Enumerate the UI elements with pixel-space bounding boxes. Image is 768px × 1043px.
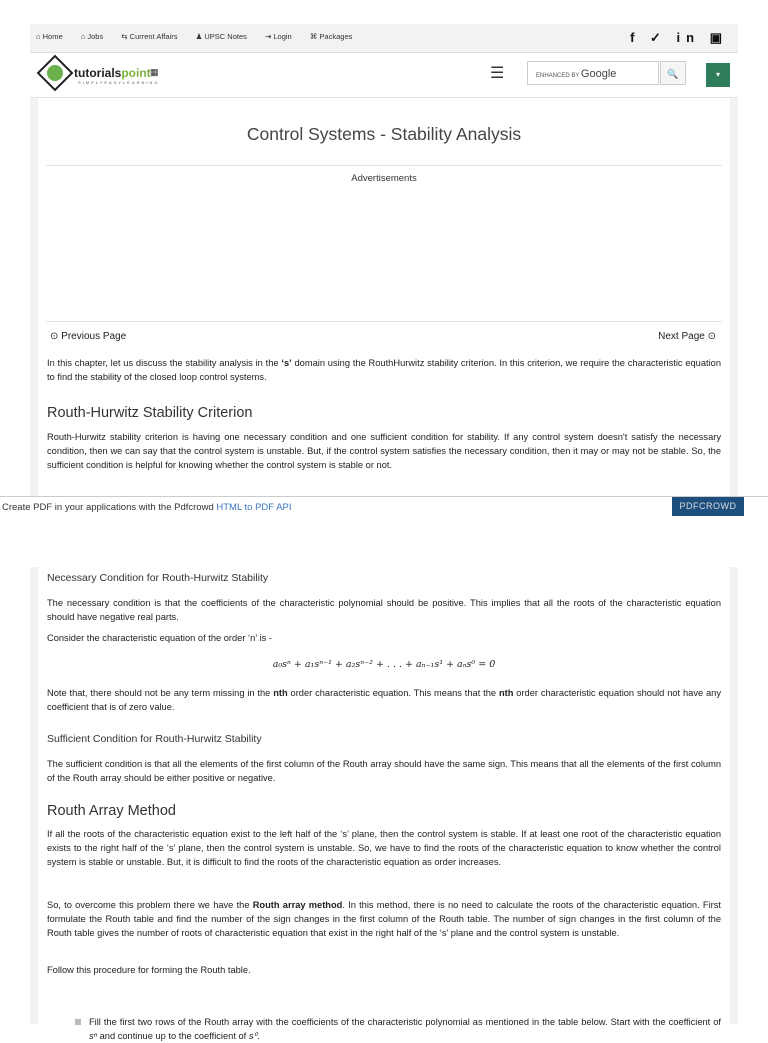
page-title: Control Systems - Stability Analysis (246, 124, 522, 144)
bullet-s0: s⁰ (248, 1031, 258, 1041)
advertisements-label: Advertisements (351, 173, 417, 184)
packages-link[interactable]: ⌘ Packages (309, 32, 353, 41)
necessary-condition-paragraph: The necessary condition is that the coefficients of the characteristic polynomial should be positive. This implies that all the roots of the characteristic equation should have negative real parts. (47, 598, 721, 622)
routh-array-paragraph-2 (47, 898, 721, 940)
list-item (89, 1015, 721, 1043)
characteristic-equation: a₀sⁿ + a₁sⁿ⁻¹ + a₂sⁿ⁻² + . . . + aₙ₋₁s¹ + aₙs⁰ = 0 (272, 659, 496, 670)
upsc-notes-link[interactable]: ♟ UPSC Notes (195, 32, 247, 41)
divider (46, 321, 722, 322)
note-text-b: order characteristic equation. This means that the (287, 688, 499, 698)
main-content (38, 98, 730, 496)
consider-paragraph: Consider the characteristic equation of the order ‘n’ is - (47, 633, 272, 643)
routh-array-method-term: Routh array method (252, 900, 343, 910)
grid-menu-icon[interactable]: ▦ (150, 67, 159, 77)
routh-hurwitz-heading: Routh-Hurwitz Stability Criterion (47, 405, 253, 421)
intro-text-a: In this chapter, let us discuss the stability analysis in the (47, 358, 282, 368)
home-label: Home (42, 32, 63, 41)
top-links (36, 32, 368, 41)
bullet-text-b: and continue up to the coefficient of (97, 1031, 249, 1041)
note-paragraph (47, 686, 721, 714)
footer-caption: Create PDF in your applications with the Pdfcrowd (2, 502, 217, 513)
hamburger-menu-icon[interactable]: ☰ (490, 65, 505, 82)
note-text-a: Note that, there should not be any term missing in the (47, 688, 274, 698)
logo-accent: point (121, 66, 151, 80)
search-input[interactable] (527, 61, 659, 85)
routh-hurwitz-paragraph: Routh-Hurwitz stability criterion is having one necessary condition and one sufficient condition for stability. If any control system doesn't satisfy the necessary condition, then we can say that the control system is unstable. But, if the control system satisfies the necessary condition, then it may or may not be stable. So, the sufficient condition is helpful for knowing whether the control system is stable or not. (47, 432, 721, 470)
logo-main: tutorials (74, 66, 122, 80)
array2-text-a: So, to overcome this problem there we have the (47, 900, 253, 910)
sufficient-condition-paragraph: The sufficient condition is that all the elements of the first column of the Routh array should have the same sign. This means that all the elements of the first column of the Routh array should be either positive or negative. (47, 759, 721, 783)
list-bullet (75, 1019, 81, 1025)
packages-label: Packages (319, 32, 353, 41)
page-one (30, 24, 738, 496)
current-affairs-label: Current Affairs (129, 32, 178, 41)
current-affairs-link[interactable]: ⇆ Current Affairs (121, 32, 178, 41)
logo-text[interactable] (74, 66, 151, 80)
divider (46, 165, 722, 166)
jobs-link[interactable]: ⌂ Jobs (80, 32, 104, 41)
logo-figure-icon (47, 65, 63, 81)
note-nth-b: nth (498, 688, 514, 698)
login-label: Login (273, 32, 292, 41)
intro-s-domain: ‘s’ (281, 358, 292, 368)
search-brand: Google (580, 68, 617, 80)
necessary-condition-heading: Necessary Condition for Routh-Hurwitz Stability (47, 572, 269, 584)
dropdown-toggle-button[interactable]: ▾ (706, 63, 730, 87)
html-to-pdf-link[interactable]: HTML to PDF API (216, 502, 292, 513)
site-header (30, 53, 738, 98)
top-navbar (30, 24, 738, 53)
bullet-text-a: Fill the first two rows of the Routh array with the coefficients of the characteristic polynomial as mentioned in the table below. Start with the coefficient of (89, 1017, 721, 1027)
routh-array-heading: Routh Array Method (47, 803, 176, 819)
next-page-label: Next Page (658, 331, 705, 342)
page-two (30, 567, 738, 1041)
logo-tagline: SIMPLYEASYLEARNING (78, 80, 160, 85)
previous-page-label: Previous Page (61, 331, 127, 342)
search-enhanced-label: ENHANCED BY (536, 73, 580, 79)
routh-array-paragraph-1: If all the roots of the characteristic equation exist to the left half of the ‘s’ plane, then the control system is stable. If at least one root of the characteristic equation exists to the right half of the ‘s’ plane, then the control system is unstable. So, we have to find the roots of the characteristic equation to know whether the control system is stable or unstable. But, it is difficult to find the roots of the characteristic equation as order increases. (47, 829, 721, 867)
intro-paragraph (47, 356, 721, 384)
search-button[interactable]: 🔍 (660, 61, 686, 85)
follow-procedure-paragraph: Follow this procedure for forming the Routh table. (47, 965, 251, 975)
previous-page-link[interactable]: ⊙ Previous Page (50, 331, 127, 342)
intro-text-b: domain using the RouthHurwitz stability criterion. In this criterion, we require the characteristic equation to find the stability of the closed loop control systems. (47, 358, 721, 382)
home-link[interactable]: ⌂ Home (36, 32, 63, 41)
main-content-continued (38, 567, 730, 1041)
login-link[interactable]: ⇥ Login (265, 32, 292, 41)
note-nth-a: nth (273, 688, 288, 698)
note-text-c: order characteristic equation should not have any coefficient that is of zero value. (47, 688, 721, 712)
next-page-link[interactable]: Next Page ⊙ (658, 331, 716, 342)
pdfcrowd-badge[interactable]: PDFCROWD (672, 497, 744, 516)
bullet-text-c: . (257, 1031, 260, 1041)
jobs-label: Jobs (87, 32, 104, 41)
bullet-sn: sⁿ (89, 1031, 98, 1041)
pdf-footer (0, 496, 768, 518)
footer-text (2, 502, 292, 513)
sufficient-condition-heading: Sufficient Condition for Routh-Hurwitz Stability (47, 733, 262, 745)
array2-text-c: . In this method, there is no need to calculate the roots of the characteristic equation. First formulate the Routh table and find the number of the sign changes in the first column of the Routh table. The number of sign changes in the first column of the Routh table gives the number of roots of characteristic equation that exist in the right half of the ‘s’ plane and the control system is unstable. (47, 900, 721, 938)
social-icons[interactable]: f ✓ in ▣ (630, 30, 728, 45)
upsc-notes-label: UPSC Notes (204, 32, 247, 41)
